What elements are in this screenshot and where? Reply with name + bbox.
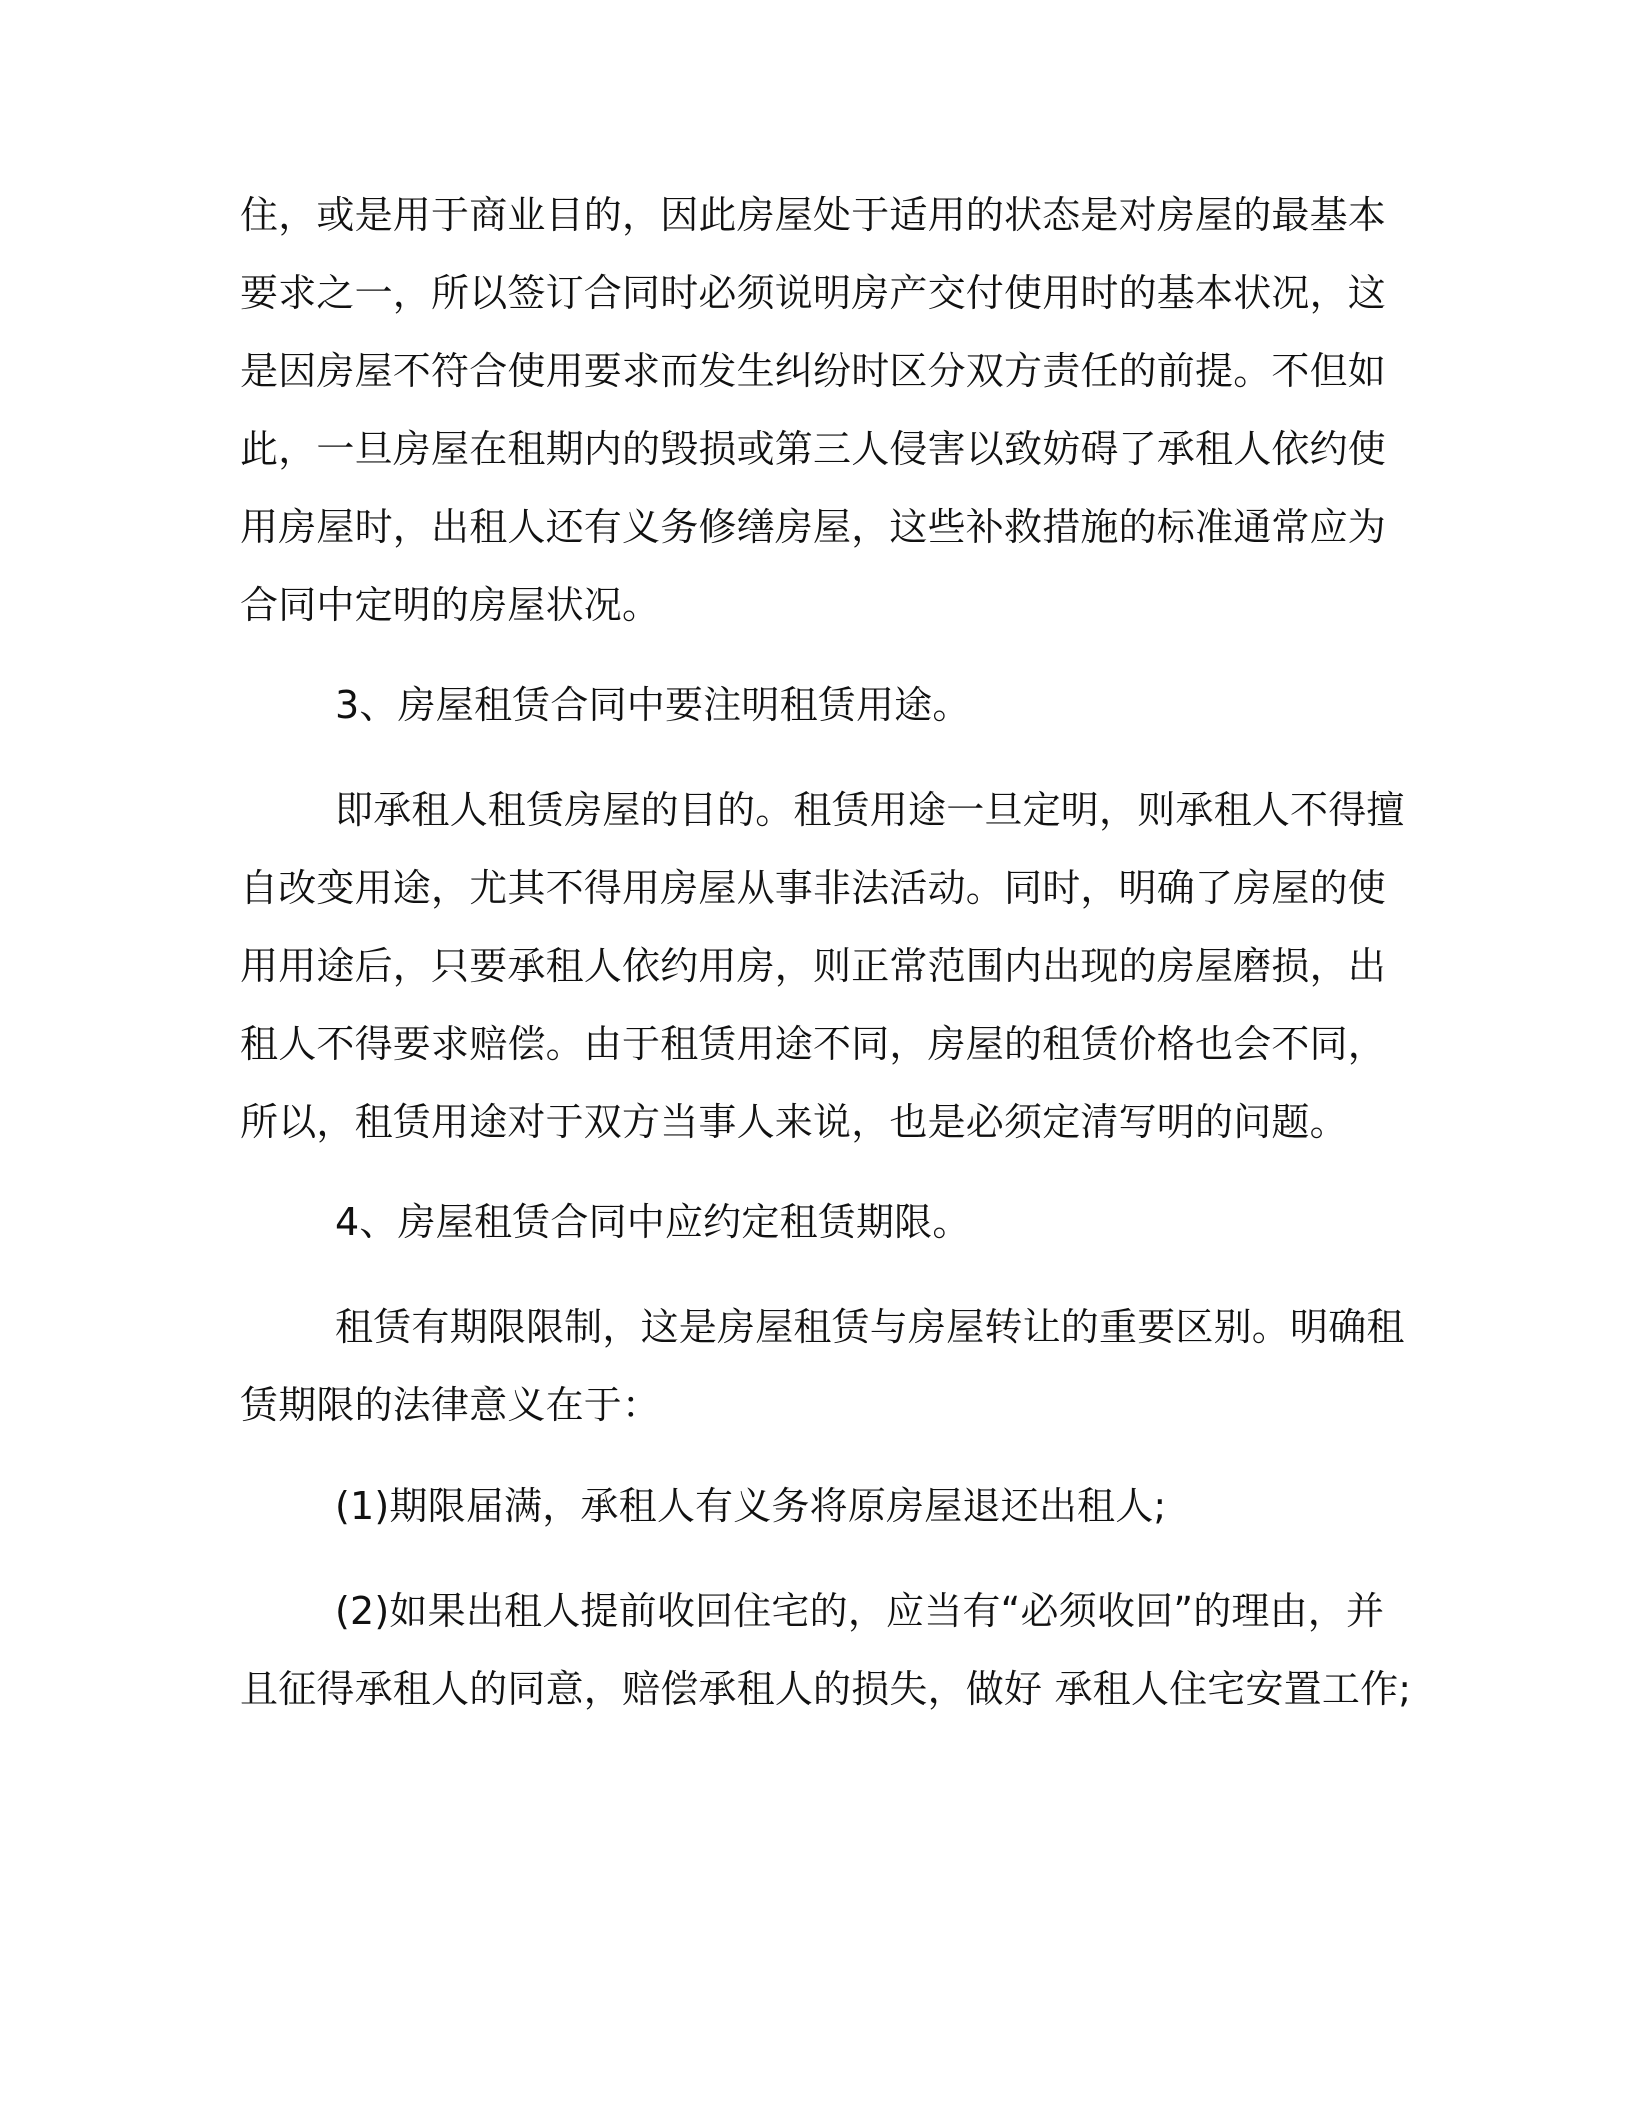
paragraph-line: 住，或是用于商业目的，因此房屋处于适用的状态是对房屋的最基本 (240, 193, 1387, 237)
paragraph-line: 自改变用途，尤其不得用房屋从事非法活动。同时，明确了房屋的使 (240, 866, 1387, 910)
paragraph-line: 所以，租赁用途对于双方当事人来说，也是必须定清写明的问题。 (240, 1100, 1348, 1144)
section-heading-3: 3、房屋租赁合同中要注明租赁用途。 (335, 683, 971, 727)
paragraph-line: 要求之一，所以签订合同时必须说明房产交付使用时的基本状况，这 (240, 271, 1387, 315)
list-item-1: (1)期限届满，承租人有义务将原房屋退还出租人; (335, 1484, 1167, 1528)
paragraph-line: 此，一旦房屋在租期内的毁损或第三人侵害以致妨碍了承租人依约使 (240, 427, 1387, 471)
list-item-2-line: 且征得承租人的同意，赔偿承租人的损失，做好 承租人住宅安置工作; (240, 1667, 1412, 1711)
paragraph-line: 用用途后，只要承租人依约用房，则正常范围内出现的房屋磨损，出 (240, 944, 1387, 988)
paragraph-line: 合同中定明的房屋状况。 (240, 583, 661, 627)
paragraph-line: 即承租人租赁房屋的目的。租赁用途一旦定明，则承租人不得擅 (335, 788, 1405, 832)
paragraph-line: 租人不得要求赔偿。由于租赁用途不同，房屋的租赁价格也会不同， (240, 1022, 1387, 1066)
paragraph-line: 用房屋时，出租人还有义务修缮房屋，这些补救措施的标准通常应为 (240, 505, 1387, 549)
list-item-2-line: (2)如果出租人提前收回住宅的，应当有“必须收回”的理由，并 (335, 1589, 1385, 1633)
section-heading-4: 4、房屋租赁合同中应约定租赁期限。 (335, 1200, 971, 1244)
paragraph-line: 租赁有期限限制，这是房屋租赁与房屋转让的重要区别。明确租 (335, 1305, 1405, 1349)
paragraph-line: 赁期限的法律意义在于： (240, 1383, 661, 1427)
paragraph-line: 是因房屋不符合使用要求而发生纠纷时区分双方责任的前提。不但如 (240, 349, 1387, 393)
